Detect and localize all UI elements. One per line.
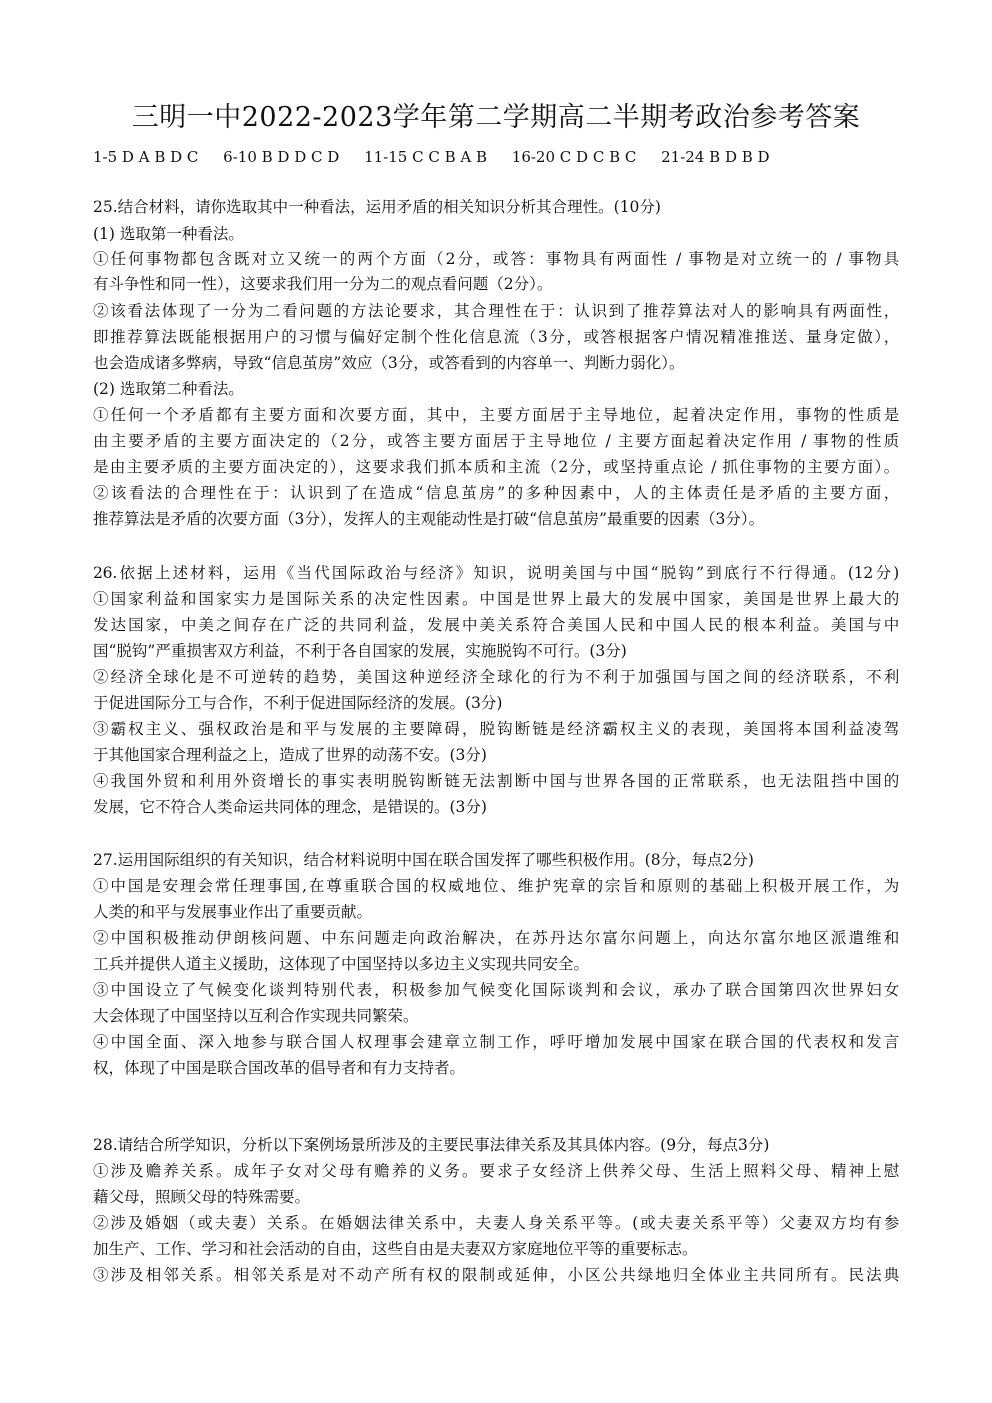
- choice-answer-group: 1-5 D A B D C: [93, 148, 199, 166]
- text-line: ②经济全球化是不可逆转的趋势，美国这种逆经济全球化的行为不利于加强国与国之间的经济联系，不利: [93, 668, 899, 686]
- text-line: ②涉及婚姻（或夫妻）关系。在婚姻法律关系中，夫妻人身关系平等。(或夫妻关系平等）父妻双方均有参: [93, 1214, 899, 1232]
- text-line: 大会体现了中国坚持以互利合作实现共同繁荣。: [93, 1007, 419, 1025]
- text-line: ③霸权主义、强权政治是和平与发展的主要障碍，脱钩断链是经济霸权主义的表现，美国将本国利益凌驾: [93, 720, 899, 738]
- choice-answer-group: 6-10 B D D C D: [223, 148, 340, 166]
- text-line: 于促进国际分工与合作，不利于促进国际经济的发展。(3分): [93, 694, 503, 712]
- text-line: ④中国全面、深入地参与联合国人权理事会建章立制工作，呼吁增加发展中国家在联合国的代表权和发言: [93, 1033, 899, 1051]
- text-line: ①任何事物都包含既对立又统一的两个方面（2分，或答：事物具有两面性 / 事物是对立统一的 / 事物具: [93, 250, 899, 268]
- text-line: 权，体现了中国是联合国改革的倡导者和有力支持者。: [93, 1059, 466, 1077]
- text-line: 26.依据上述材料，运用《当代国际政治与经济》知识，说明美国与中国“脱钩”到底行不行得通。(12分): [93, 564, 899, 582]
- text-line: ①涉及赡养关系。成年子女对父母有赡养的义务。要求子女经济上供养父母、生活上照料父母、精神上慰: [93, 1162, 899, 1180]
- text-line: ①国家利益和国家实力是国际关系的决定性因素。中国是世界上最大的发展中国家，美国是世界上最大的: [93, 590, 899, 608]
- text-line: 国“脱钩”严重损害双方利益，不利于各自国家的发展，实施脱钩不可行。(3分): [93, 642, 627, 660]
- text-line: ②该看法体现了一分为二看问题的方法论要求，其合理性在于：认识到了推荐算法对人的影响具有两面性，: [93, 302, 899, 320]
- text-line: 工兵并提供人道主义援助，这体现了中国坚持以多边主义实现共同安全。: [93, 955, 590, 973]
- text-line: ②该看法的合理性在于：认识到了在造成“信息茧房”的多种因素中，人的主体责任是矛盾的主要方面，: [93, 484, 899, 502]
- choice-answer-group: 11-15 C C B A B: [364, 148, 487, 166]
- text-line: 藉父母，照顾父母的特殊需要。: [93, 1188, 311, 1206]
- text-line: ③中国设立了气候变化谈判特别代表，积极参加气候变化国际谈判和会议，承办了联合国第四次世界妇女: [93, 981, 899, 999]
- text-line: ③涉及相邻关系。相邻关系是对不动产所有权的限制或延伸，小区公共绿地归全体业主共同所有。民法典: [93, 1266, 899, 1284]
- text-line: 有斗争性和同一性），这要求我们用一分为二的观点看问题（2分）。: [93, 275, 553, 293]
- text-line: 加生产、工作、学习和社会活动的自由，这些自由是夫妻双方家庭地位平等的重要标志。: [93, 1240, 698, 1258]
- text-line: ②中国积极推动伊朗核问题、中东问题走向政治解决，在苏丹达尔富尔问题上，向达尔富尔地区派遣维和: [93, 929, 899, 947]
- text-line: (2) 选取第二种看法。: [93, 380, 244, 398]
- text-line: ①任何一个矛盾都有主要方面和次要方面，其中，主要方面居于主导地位，起着决定作用，事物的性质是: [93, 406, 899, 424]
- text-line: 是由主要矛质的主要方面决定的），这要求我们抓本质和主流（2分，或坚持重点论 / 抓住事物的主要方面）。: [93, 458, 899, 476]
- text-line: 也会造成诸多弊病，导致“信息茧房”效应（3分，或答看到的内容单一、判断力弱化）。: [93, 354, 685, 372]
- document-title: 三明一中2022-2023学年第二学期高二半期考政治参考答案: [131, 102, 861, 133]
- text-line: ①中国是安理会常任理事国,在尊重联合国的权威地位、维护宪章的宗旨和原则的基础上积极开展工作，为: [93, 877, 899, 895]
- choice-answers: [93, 146, 790, 168]
- choice-answer-group: 16-20 C D C B C: [511, 148, 637, 166]
- text-line: 人类的和平与发展事业作出了重要贡献。: [93, 903, 373, 921]
- text-line: 28.请结合所学知识，分析以下案例场景所涉及的主要民事法律关系及其具体内容。(9分，每点3分): [93, 1136, 770, 1154]
- text-line: 推荐算法是矛盾的次要方面（3分），发挥人的主观能动性是打破“信息茧房”最重要的因素（3分）。: [93, 510, 765, 528]
- text-line: 发展，它不符合人类命运共同体的理念，是错误的。(3分): [93, 798, 487, 816]
- text-line: (1) 选取第一种看法。: [93, 225, 244, 243]
- text-line: 27.运用国际组织的有关知识，结合材料说明中国在联合国发挥了哪些积极作用。(8分，每点2分): [93, 851, 754, 869]
- text-line: 即推荐算法既能根据用户的习惯与偏好定制个性化信息流（3分，或答根据客户情况精准推送、量身定做），: [93, 328, 899, 346]
- text-line: 于其他国家合理利益之上，造成了世界的动荡不安。(3分): [93, 746, 487, 764]
- text-line: 由主要矛盾的主要方面决定的（2分，或答主要方面居于主导地位 / 主要方面起着决定作用 / 事物的性质: [93, 432, 899, 450]
- text-line: 25.结合材料，请你选取其中一种看法，运用矛盾的相关知识分析其合理性。(10分): [93, 198, 661, 216]
- choice-answer-group: 21-24 B D B D: [661, 148, 770, 166]
- text-line: 发达国家，中美之间存在广泛的共同利益，发展中美关系符合美国人民和中国人民的根本利益。美国与中: [93, 616, 899, 634]
- text-line: ④我国外贸和利用外资增长的事实表明脱钩断链无法割断中国与世界各国的正常联系，也无法阻挡中国的: [93, 772, 899, 790]
